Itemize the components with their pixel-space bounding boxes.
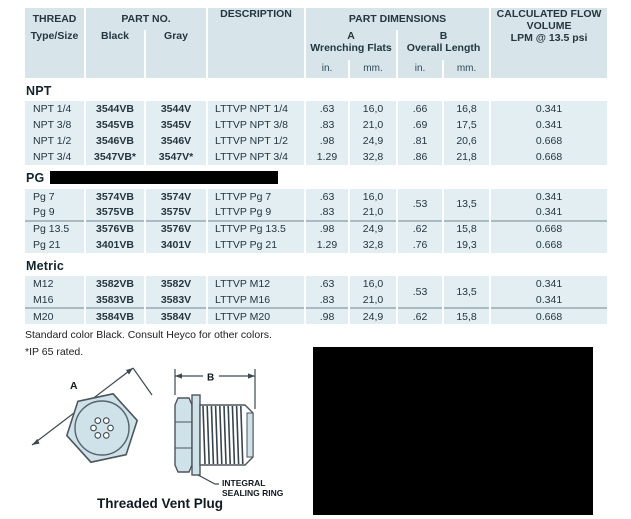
cell-a-mm: 24,9 [349, 133, 397, 149]
cell-b-in: .86 [397, 149, 443, 165]
header-description: DESCRIPTION [207, 8, 305, 78]
cell-b-in: .81 [397, 133, 443, 149]
header-flow-volume [490, 8, 607, 78]
cell-b-in: .62 [397, 221, 443, 237]
section-label: Metric [26, 258, 65, 273]
table-row [25, 149, 607, 165]
cell-part-no-black: 3574VB [85, 189, 145, 205]
cell-flow: 0.341 [490, 205, 607, 221]
section-row-metric [25, 253, 607, 276]
cell-description: LTTVP M20 [207, 308, 305, 324]
cell-b-mm: 15,8 [443, 308, 490, 324]
sealing-ring-callout [198, 475, 284, 498]
cell-part-no-gray: 3547V* [145, 149, 207, 165]
cell-description: LTTVP NPT 1/2 [207, 133, 305, 149]
cell-description: LTTVP NPT 1/4 [207, 101, 305, 117]
cell-thread-type: Pg 21 [25, 237, 85, 253]
cell-b-mm: 13,5 [443, 276, 490, 308]
cell-part-no-gray: 3544V [145, 101, 207, 117]
cell-a-mm: 16,0 [349, 189, 397, 205]
cell-thread-type: Pg 9 [25, 205, 85, 221]
header-dim-b-letter: B [439, 30, 448, 42]
cell-thread-type: NPT 3/4 [25, 149, 85, 165]
redaction-bar [50, 171, 278, 184]
cell-b-mm: 16,8 [443, 101, 490, 117]
table-row [25, 292, 607, 308]
cell-a-in: .63 [305, 189, 349, 205]
table-row [25, 101, 607, 117]
table-row [25, 205, 607, 221]
cell-a-in: .98 [305, 133, 349, 149]
table-header [25, 8, 607, 78]
cell-a-mm: 24,9 [349, 308, 397, 324]
sealing-ring-leader [198, 475, 219, 484]
hex-outline [67, 394, 137, 462]
cell-a-in: .63 [305, 101, 349, 117]
side-view-head [175, 398, 192, 472]
cell-part-no-gray: 3575V [145, 205, 207, 221]
cell-description: LTTVP Pg 21 [207, 237, 305, 253]
cell-part-no-gray: 3545V [145, 117, 207, 133]
diagram-caption: Threaded Vent Plug [96, 496, 224, 511]
dim-a-extension-line [133, 368, 152, 395]
cell-a-mm: 24,9 [349, 221, 397, 237]
table-row [25, 117, 607, 133]
table-row [25, 133, 607, 149]
cell-thread-type: M20 [25, 308, 85, 324]
header-part-dimensions: PART DIMENSIONS [305, 8, 490, 30]
section-row-pg [25, 165, 607, 188]
cell-b-mm: 19,3 [443, 237, 490, 253]
cell-thread-type: M12 [25, 276, 85, 292]
redaction-box [313, 347, 593, 515]
section-header-cell [25, 78, 607, 101]
cell-a-mm: 21,0 [349, 117, 397, 133]
footnote-standard-color: Standard color Black. Consult Heyco for other colors. [25, 329, 272, 341]
dim-b-arrow-right [248, 373, 255, 378]
cell-description: LTTVP M12 [207, 276, 305, 292]
cell-part-no-gray: 3401V [145, 237, 207, 253]
cell-flow: 0.341 [490, 276, 607, 292]
cell-a-mm: 16,0 [349, 276, 397, 292]
cell-a-mm: 21,0 [349, 205, 397, 221]
header-black: Black [85, 30, 145, 78]
cell-b-in: .53 [397, 189, 443, 221]
cell-thread-type: Pg 13.5 [25, 221, 85, 237]
cell-part-no-black: 3582VB [85, 276, 145, 292]
cell-part-no-gray: 3574V [145, 189, 207, 205]
header-b-mm: mm. [443, 60, 490, 78]
section-row-npt [25, 78, 607, 101]
cell-b-mm: 15,8 [443, 221, 490, 237]
section-label: NPT [26, 84, 52, 98]
header-part-no: PART NO. [85, 8, 207, 30]
cell-a-mm: 16,0 [349, 101, 397, 117]
cell-thread-type: NPT 1/2 [25, 133, 85, 149]
cell-a-mm: 32,8 [349, 149, 397, 165]
header-flow-line1: CALCULATED FLOW [496, 8, 602, 20]
thread-end-face [247, 413, 253, 457]
cell-flow: 0.668 [490, 237, 607, 253]
callout-line1: INTEGRAL [222, 478, 266, 488]
callout-line2: SEALING RING [222, 488, 284, 498]
cell-part-no-gray: 3576V [145, 221, 207, 237]
cell-a-in: .83 [305, 292, 349, 308]
cell-description: LTTVP Pg 9 [207, 205, 305, 221]
cell-flow: 0.668 [490, 149, 607, 165]
cell-part-no-black: 3583VB [85, 292, 145, 308]
integral-sealing-ring-shape [192, 395, 200, 475]
section-header-cell [25, 165, 607, 188]
cell-a-in: .63 [305, 276, 349, 292]
cell-part-no-black: 3545VB [85, 117, 145, 133]
cell-description: LTTVP NPT 3/4 [207, 149, 305, 165]
side-view [175, 395, 253, 475]
cell-a-mm: 21,0 [349, 292, 397, 308]
header-dim-a-name: Wrenching Flats [310, 42, 392, 55]
cell-part-no-black: 3584VB [85, 308, 145, 324]
vent-plug-diagram [18, 362, 310, 500]
cell-b-in: .69 [397, 117, 443, 133]
cell-b-in: .66 [397, 101, 443, 117]
vent-table-body [25, 78, 607, 324]
cell-thread-type: Pg 7 [25, 189, 85, 205]
header-thread: THREAD [25, 8, 85, 30]
cell-part-no-black: 3575VB [85, 205, 145, 221]
dim-b-arrow-left [175, 373, 182, 378]
cell-part-no-black: 3576VB [85, 221, 145, 237]
cell-part-no-gray: 3584V [145, 308, 207, 324]
cell-a-mm: 32,8 [349, 237, 397, 253]
table-row [25, 189, 607, 205]
cell-b-in: .53 [397, 276, 443, 308]
header-dim-a-letter: A [347, 30, 355, 42]
dim-b-label: B [207, 372, 215, 384]
header-a-mm: mm. [349, 60, 397, 78]
table-row [25, 308, 607, 324]
dim-a-arrow-end [126, 368, 133, 375]
footnotes [25, 327, 272, 361]
cell-a-in: .98 [305, 308, 349, 324]
cell-b-mm: 21,8 [443, 149, 490, 165]
vent-plug-table [25, 8, 607, 324]
table-row [25, 221, 607, 237]
header-flow-line2: VOLUME [526, 20, 572, 33]
cell-flow: 0.668 [490, 308, 607, 324]
header-a-in: in. [305, 60, 349, 78]
cell-flow: 0.341 [490, 189, 607, 205]
cell-part-no-black: 3546VB [85, 133, 145, 149]
dim-a-label: A [70, 380, 78, 392]
header-flow-line3: LPM @ 13.5 psi [510, 32, 588, 45]
hex-front-view [67, 394, 137, 462]
cell-part-no-gray: 3546V [145, 133, 207, 149]
cell-description: LTTVP NPT 3/8 [207, 117, 305, 133]
header-dim-a [305, 30, 397, 60]
cell-flow: 0.341 [490, 101, 607, 117]
header-dim-b-name: Overall Length [406, 42, 481, 55]
cell-thread-type: NPT 3/8 [25, 117, 85, 133]
section-label: PG [26, 171, 45, 186]
cell-part-no-black: 3401VB [85, 237, 145, 253]
cell-part-no-gray: 3582V [145, 276, 207, 292]
cell-flow: 0.341 [490, 117, 607, 133]
section-header-cell [25, 253, 607, 276]
header-dim-b [397, 30, 490, 60]
cell-thread-type: M16 [25, 292, 85, 308]
header-gray: Gray [145, 30, 207, 78]
cell-flow: 0.341 [490, 292, 607, 308]
cell-b-in: .76 [397, 237, 443, 253]
cell-a-in: .98 [305, 221, 349, 237]
cell-a-in: .83 [305, 205, 349, 221]
cell-description: LTTVP M16 [207, 292, 305, 308]
cell-description: LTTVP Pg 7 [207, 189, 305, 205]
cell-b-mm: 20,6 [443, 133, 490, 149]
cell-b-mm: 17,5 [443, 117, 490, 133]
header-b-in: in. [397, 60, 443, 78]
cell-b-in: .62 [397, 308, 443, 324]
cell-a-in: .83 [305, 117, 349, 133]
header-type-size: Type/Size [25, 30, 85, 78]
table-row [25, 276, 607, 292]
cell-part-no-gray: 3583V [145, 292, 207, 308]
cell-a-in: 1.29 [305, 237, 349, 253]
table-row [25, 237, 607, 253]
cell-part-no-black: 3544VB [85, 101, 145, 117]
cell-b-mm: 13,5 [443, 189, 490, 221]
cell-a-in: 1.29 [305, 149, 349, 165]
cell-flow: 0.668 [490, 133, 607, 149]
cell-part-no-black: 3547VB* [85, 149, 145, 165]
cell-description: LTTVP Pg 13.5 [207, 221, 305, 237]
footnote-ip-rating: *IP 65 rated. [25, 346, 84, 358]
cell-thread-type: NPT 1/4 [25, 101, 85, 117]
cell-flow: 0.668 [490, 221, 607, 237]
